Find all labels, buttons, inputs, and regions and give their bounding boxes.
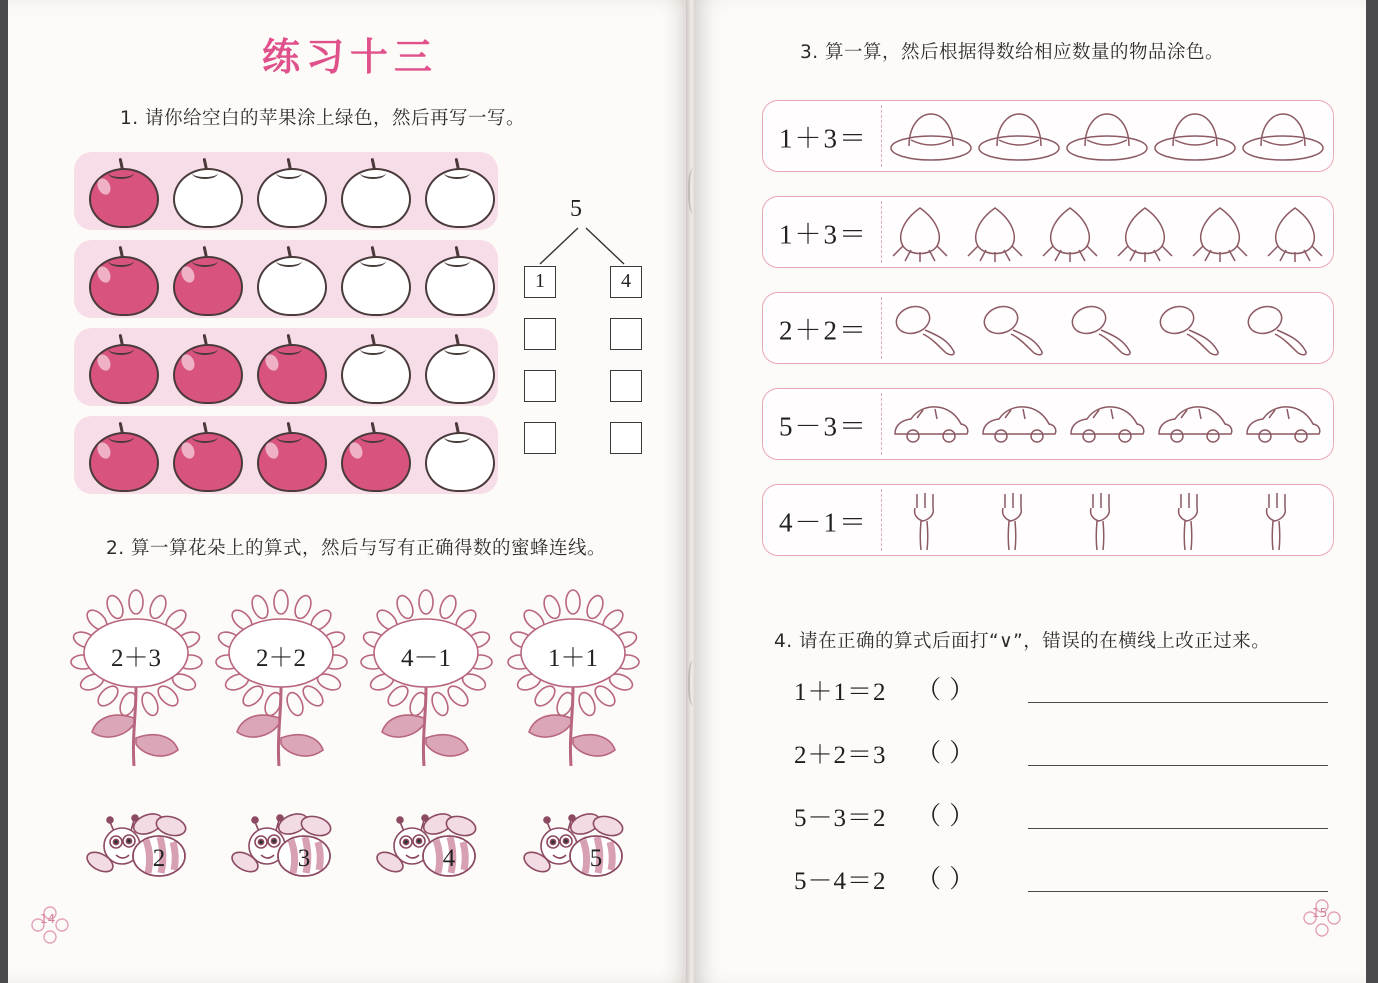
item-group-hats: [883, 101, 1331, 171]
exercise4-answer-line-2[interactable]: [1028, 765, 1328, 766]
fork-icon[interactable]: [1063, 490, 1151, 550]
house-cell-left[interactable]: [524, 370, 556, 402]
calc-row-5: [762, 484, 1334, 556]
calc-equation: 1＋3＝: [779, 123, 868, 154]
exercise4-bracket-2[interactable]: （ ）: [916, 740, 976, 767]
apple-blank[interactable]: [254, 246, 326, 312]
flower-equation: 4－1: [400, 645, 451, 672]
bee-number-text: 4: [442, 845, 456, 872]
number-house: [508, 196, 668, 464]
house-cell-left[interactable]: [524, 318, 556, 350]
exercise4-bracket-4[interactable]: （ ）: [916, 866, 976, 893]
car-icon[interactable]: [1239, 394, 1327, 454]
apple-colored[interactable]: [86, 334, 158, 400]
apple-colored[interactable]: [170, 334, 242, 400]
flower-equation: 2＋2: [255, 645, 306, 672]
page-number-right: 15: [1312, 906, 1328, 920]
row-divider: [881, 105, 882, 167]
bee-2[interactable]: [221, 808, 341, 898]
exercise4-prompt: 4. 请在正确的算式后面打“∨”，错误的在横线上改正过来。: [774, 631, 1271, 652]
flower-1[interactable]: [66, 586, 206, 706]
car-icon[interactable]: [975, 394, 1063, 454]
hat-icon[interactable]: [1063, 106, 1151, 166]
exercise4-answer-line-3[interactable]: [1028, 828, 1328, 829]
hat-icon[interactable]: [1151, 106, 1239, 166]
calc-row-4: [762, 388, 1334, 460]
apple-blank[interactable]: [338, 334, 410, 400]
hat-icon[interactable]: [975, 106, 1063, 166]
spoon-icon[interactable]: [1151, 298, 1239, 358]
flower-3[interactable]: [356, 586, 496, 706]
exercise4-answer-line-4[interactable]: [1028, 891, 1328, 892]
apple-grid: [74, 152, 498, 495]
exercise2-prompt: 2. 算一算花朵上的算式，然后与写有正确得数的蜜蜂连线。: [106, 538, 607, 559]
exercise4-bracket-1[interactable]: （ ）: [916, 677, 976, 704]
book-edge-right: [1366, 0, 1378, 983]
house-cell-right[interactable]: 4: [610, 266, 642, 298]
apple-blank[interactable]: [338, 246, 410, 312]
page-title: 练习十三: [261, 35, 438, 79]
item-group-spoons: [883, 293, 1331, 363]
apple-blank[interactable]: [338, 158, 410, 224]
right-page: [694, 0, 1366, 983]
row-divider: [881, 297, 882, 359]
apple-colored[interactable]: [254, 334, 326, 400]
apple-colored[interactable]: [170, 422, 242, 488]
flower-2[interactable]: [211, 586, 351, 706]
bee-3[interactable]: [366, 808, 486, 898]
apple-colored[interactable]: [86, 158, 158, 224]
fork-icon[interactable]: [1239, 490, 1327, 550]
item-group-chestnuts: [883, 197, 1331, 267]
fork-icon[interactable]: [887, 490, 975, 550]
exercise4-bracket-3[interactable]: （ ）: [916, 803, 976, 830]
apple-colored[interactable]: [86, 422, 158, 488]
bee-4[interactable]: [513, 808, 633, 898]
house-cell-right[interactable]: [610, 422, 642, 454]
apple-colored[interactable]: [170, 246, 242, 312]
row-divider: [881, 393, 882, 455]
house-cell-right[interactable]: [610, 370, 642, 402]
apple-blank[interactable]: [254, 158, 326, 224]
apple-blank[interactable]: [422, 334, 494, 400]
spoon-icon[interactable]: [887, 298, 975, 358]
apple-colored[interactable]: [86, 246, 158, 312]
spoon-icon[interactable]: [975, 298, 1063, 358]
row-divider: [881, 201, 882, 263]
bee-number-text: 2: [152, 845, 166, 872]
book-edge-left: [0, 0, 8, 983]
apple-blank[interactable]: [170, 158, 242, 224]
calc-row-3: [762, 292, 1334, 364]
exercise4-equation-4: 5－4＝2: [794, 868, 887, 895]
car-icon[interactable]: [1151, 394, 1239, 454]
exercise4-equation-2: 2＋2＝3: [794, 742, 887, 769]
spoon-icon[interactable]: [1239, 298, 1327, 358]
hat-icon[interactable]: [1239, 106, 1327, 166]
flower-equation: 1＋1: [547, 645, 598, 672]
house-cell-right[interactable]: [610, 318, 642, 350]
house-cell-left[interactable]: 1: [524, 266, 556, 298]
flower-equation: 2＋3: [110, 645, 161, 672]
fork-icon[interactable]: [975, 490, 1063, 550]
exercise3-prompt: 3. 算一算，然后根据得数给相应数量的物品涂色。: [800, 42, 1225, 63]
exercise1-prompt: 1. 请你给空白的苹果涂上绿色，然后再写一写。: [120, 108, 526, 129]
apple-blank[interactable]: [422, 158, 494, 224]
apple-blank[interactable]: [422, 422, 494, 488]
fork-icon[interactable]: [1151, 490, 1239, 550]
page-number-left: 14: [40, 912, 56, 926]
apple-colored[interactable]: [254, 422, 326, 488]
calc-row-2: [762, 196, 1334, 268]
house-cell-left[interactable]: [524, 422, 556, 454]
spoon-icon[interactable]: [1063, 298, 1151, 358]
calc-equation: 1＋3＝: [779, 219, 868, 250]
calc-row-1: [762, 100, 1334, 172]
bee-1[interactable]: [76, 808, 196, 898]
calc-equation: 5－3＝: [779, 411, 868, 442]
bee-number-text: 5: [589, 845, 603, 872]
left-page: [8, 0, 693, 983]
apple-colored[interactable]: [338, 422, 410, 488]
apple-blank[interactable]: [422, 246, 494, 312]
calc-equation: 4－1＝: [779, 507, 868, 538]
exercise4-equation-3: 5－3＝2: [794, 805, 887, 832]
house-total: 5: [570, 196, 582, 222]
flower-4[interactable]: [503, 586, 643, 706]
bee-number-text: 3: [297, 845, 311, 872]
car-icon[interactable]: [1063, 394, 1151, 454]
item-group-forks: [883, 485, 1331, 555]
calc-equation: 2＋2＝: [779, 315, 868, 346]
item-group-cars: [883, 389, 1331, 459]
row-divider: [881, 489, 882, 551]
exercise4-answer-line-1[interactable]: [1028, 702, 1328, 703]
chestnut-icon[interactable]: [1258, 202, 1346, 262]
hat-icon[interactable]: [887, 106, 975, 166]
car-icon[interactable]: [887, 394, 975, 454]
exercise4-equation-1: 1＋1＝2: [794, 679, 887, 706]
